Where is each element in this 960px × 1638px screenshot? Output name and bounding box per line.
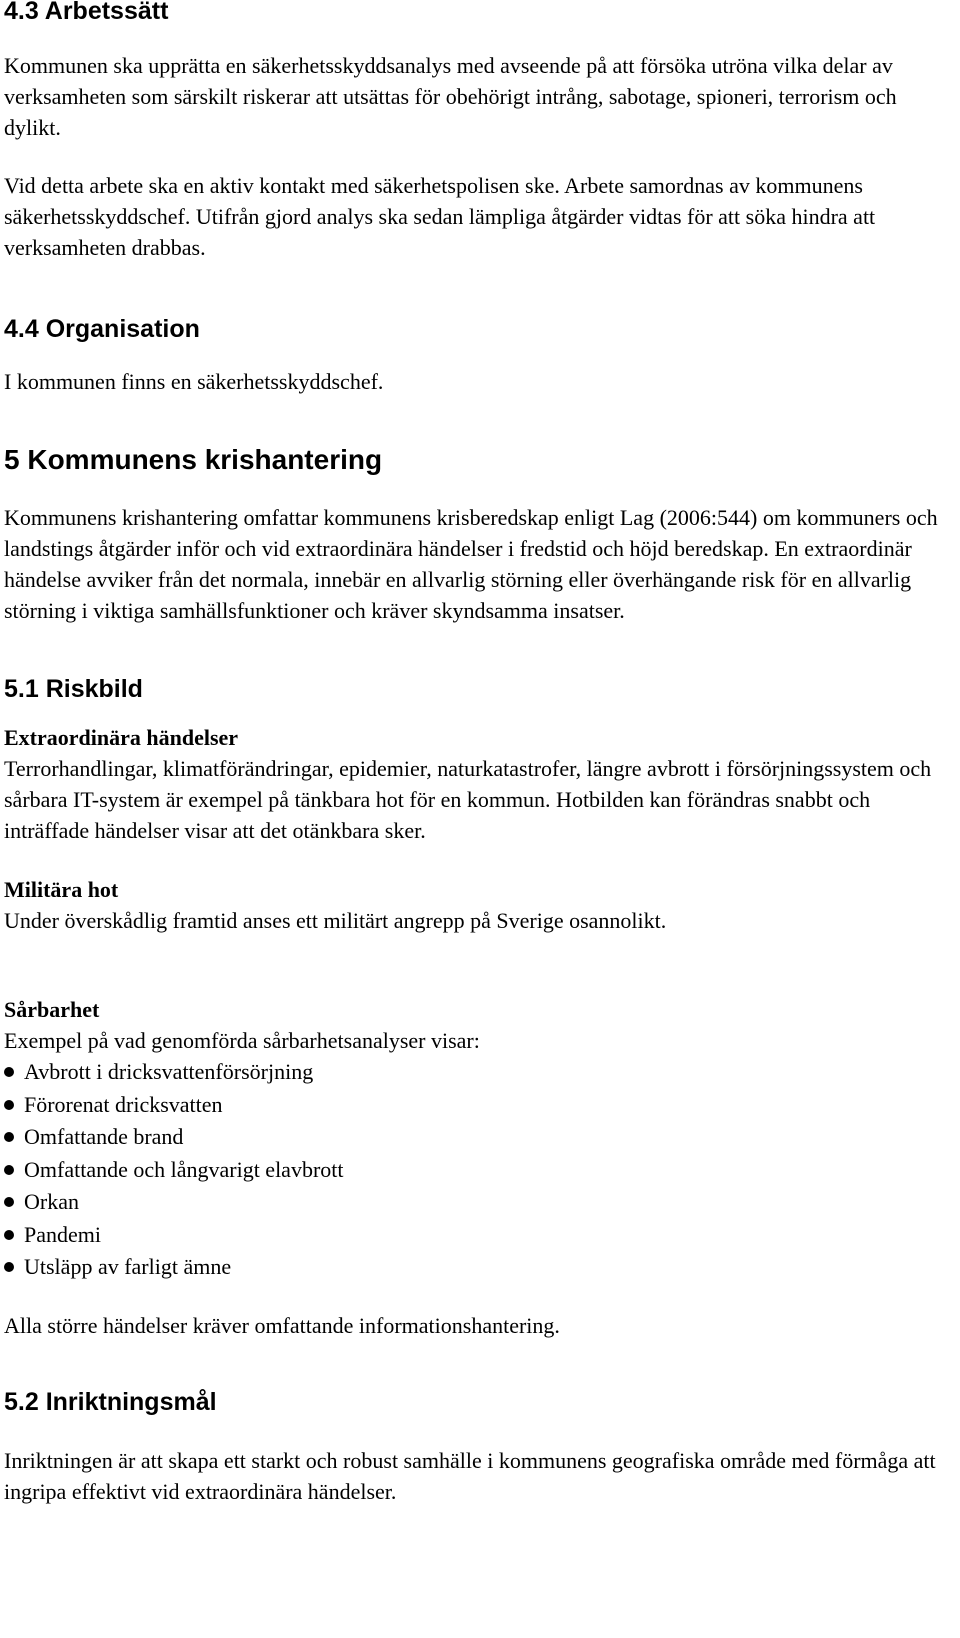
bullet-icon: [4, 1100, 14, 1110]
paragraph-information-handling: Alla större händelser kräver omfattande informationshantering.: [4, 1312, 560, 1338]
list-item: Orkan: [4, 1186, 954, 1219]
vulnerability-list: [4, 1056, 954, 1284]
list-item: Pandemi: [4, 1219, 954, 1252]
bullet-icon: [4, 1197, 14, 1207]
bullet-icon: [4, 1165, 14, 1175]
paragraph-military-threats: Under överskådlig framtid anses ett militärt angrepp på Sverige osannolikt.: [4, 908, 667, 933]
subheading-vulnerability: Sårbarhet: [4, 997, 100, 1022]
paragraph-crisis-management: Kommunens krishantering omfattar kommunens krisberedskap enligt Lag (2006:544) om kommuners och landstings åtgärder inför och vid extraordinära händelser i fredstid och höjd beredskap. En extraordinär händelse avviker från det normala, innebär en allvarlig störning eller överhängande risk för en allvarlig störning i viktiga samhällsfunktioner och kräver skyndsamma insatser.: [4, 505, 938, 623]
section-heading-4-4: 4.4 Organisation: [4, 315, 200, 343]
section-heading-5-2: 5.2 Inriktningsmål: [4, 1387, 217, 1416]
list-item: Förorenat dricksvatten: [4, 1089, 954, 1122]
list-item: Utsläpp av farligt ämne: [4, 1251, 954, 1284]
bullet-icon: [4, 1262, 14, 1272]
list-item: Avbrott i dricksvattenförsörjning: [4, 1056, 954, 1089]
paragraph-security-police: Vid detta arbete ska en aktiv kontakt med säkerhetspolisen ske. Arbete samordnas av kommunens säkerhetsskyddschef. Utifrån gjord analys ska sedan lämpliga åtgärder vidtas för att söka hindra att verksamheten drabbas.: [4, 173, 876, 260]
paragraph-extraordinary-events: Terrorhandlingar, klimatförändringar, epidemier, naturkatastrofer, längre avbrott i försörjningssystem och sårbara IT-system är exempel på tänkbara hot för en kommun. Hotbilden kan förändras snabbt och inträffade händelser visar att det otänkbara sker.: [4, 756, 932, 843]
paragraph-organisation: I kommunen finns en säkerhetsskyddschef.: [4, 369, 384, 394]
bullet-icon: [4, 1230, 14, 1240]
paragraph-vulnerability-intro: Exempel på vad genomförda sårbarhetsanalyser visar:: [4, 1028, 480, 1053]
document-page: [4, 0, 954, 1507]
subheading-extraordinary-events: Extraordinära händelser: [4, 725, 239, 750]
list-item: Omfattande och långvarigt elavbrott: [4, 1154, 954, 1187]
list-item: Omfattande brand: [4, 1121, 954, 1154]
section-heading-4-3: 4.3 Arbetssätt: [4, 0, 169, 25]
paragraph-security-analysis: Kommunen ska upprätta en säkerhetsskyddsanalys med avseende på att försöka utröna vilka delar av verksamheten som särskilt riskerar att utsättas för obehörigt intrång, sabotage, spioneri, terrorism och dylikt.: [4, 53, 897, 140]
section-heading-5-1: 5.1 Riskbild: [4, 675, 143, 703]
subheading-military-threats: Militära hot: [4, 877, 119, 902]
section-heading-5: 5 Kommunens krishantering: [4, 444, 383, 475]
bullet-icon: [4, 1132, 14, 1142]
paragraph-direction-goal: Inriktningen är att skapa ett starkt och robust samhälle i kommunens geografiska område med förmåga att ingripa effektivt vid extraordinära händelser.: [4, 1447, 936, 1504]
bullet-icon: [4, 1067, 14, 1077]
